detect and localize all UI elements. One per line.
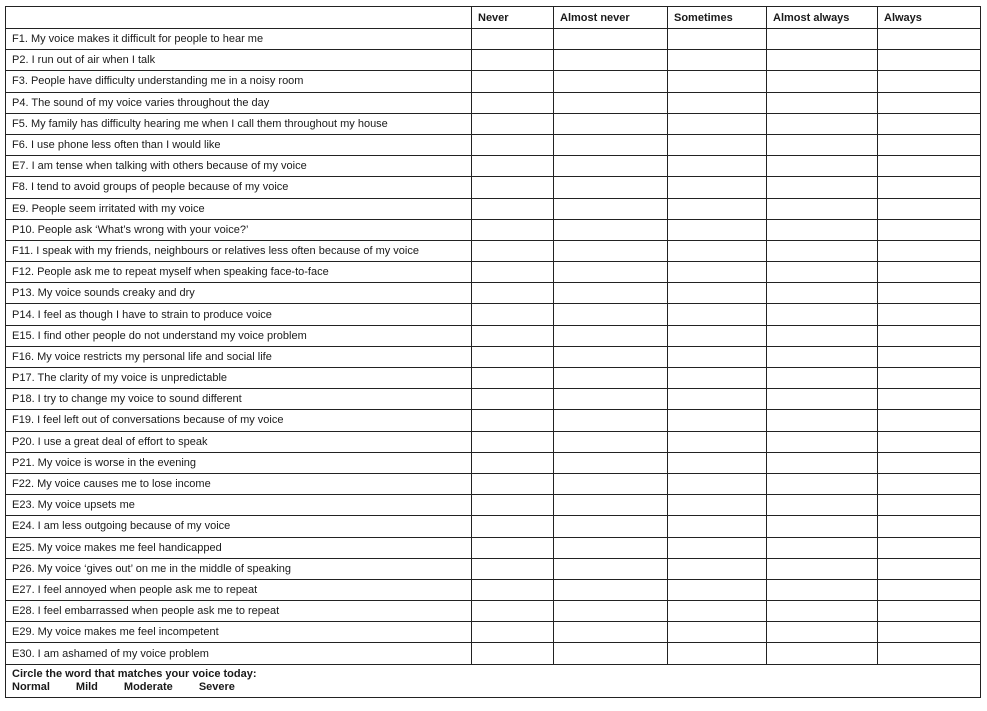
response-cell-almost-never[interactable] xyxy=(554,495,668,516)
response-cell-always[interactable] xyxy=(878,431,981,452)
response-cell-sometimes[interactable] xyxy=(668,452,767,473)
response-cell-never[interactable] xyxy=(472,579,554,600)
item-text: F19. I feel left out of conversations because of my voice xyxy=(6,410,472,431)
response-cell-never[interactable] xyxy=(472,92,554,113)
severity-prompt: Circle the word that matches your voice today: xyxy=(12,667,257,680)
response-cell-almost-always[interactable] xyxy=(767,283,878,304)
response-cell-never[interactable] xyxy=(472,495,554,516)
response-cell-never[interactable] xyxy=(472,368,554,389)
item-text: P18. I try to change my voice to sound different xyxy=(6,389,472,410)
response-cell-always[interactable] xyxy=(878,368,981,389)
response-cell-almost-never[interactable] xyxy=(554,389,668,410)
response-cell-almost-always[interactable] xyxy=(767,50,878,71)
item-text: E9. People seem irritated with my voice xyxy=(6,198,472,219)
response-cell-almost-always[interactable] xyxy=(767,537,878,558)
item-text: P21. My voice is worse in the evening xyxy=(6,452,472,473)
response-cell-sometimes[interactable] xyxy=(668,325,767,346)
table-row xyxy=(6,452,981,473)
response-cell-never[interactable] xyxy=(472,50,554,71)
table-row xyxy=(6,558,981,579)
response-cell-sometimes[interactable] xyxy=(668,410,767,431)
response-cell-sometimes[interactable] xyxy=(668,622,767,643)
response-cell-never[interactable] xyxy=(472,283,554,304)
table-row xyxy=(6,643,981,664)
response-cell-almost-always[interactable] xyxy=(767,558,878,579)
response-cell-never[interactable] xyxy=(472,643,554,664)
response-cell-sometimes[interactable] xyxy=(668,219,767,240)
response-cell-almost-always[interactable] xyxy=(767,92,878,113)
response-cell-never[interactable] xyxy=(472,537,554,558)
response-cell-almost-never[interactable] xyxy=(554,516,668,537)
response-cell-never[interactable] xyxy=(472,389,554,410)
table-row xyxy=(6,262,981,283)
response-cell-almost-never[interactable] xyxy=(554,622,668,643)
response-cell-sometimes[interactable] xyxy=(668,473,767,494)
table-row xyxy=(6,325,981,346)
response-cell-almost-never[interactable] xyxy=(554,177,668,198)
response-cell-almost-never[interactable] xyxy=(554,579,668,600)
response-cell-sometimes[interactable] xyxy=(668,579,767,600)
severity-normal[interactable]: Normal xyxy=(12,680,50,693)
response-cell-almost-always[interactable] xyxy=(767,240,878,261)
response-cell-almost-never[interactable] xyxy=(554,452,668,473)
item-text: F12. People ask me to repeat myself when speaking face-to-face xyxy=(6,262,472,283)
response-cell-sometimes[interactable] xyxy=(668,368,767,389)
response-cell-almost-never[interactable] xyxy=(554,325,668,346)
response-cell-sometimes[interactable] xyxy=(668,262,767,283)
response-cell-almost-always[interactable] xyxy=(767,601,878,622)
response-cell-almost-always[interactable] xyxy=(767,473,878,494)
response-cell-sometimes[interactable] xyxy=(668,346,767,367)
response-cell-never[interactable] xyxy=(472,29,554,50)
response-cell-almost-never[interactable] xyxy=(554,92,668,113)
response-cell-sometimes[interactable] xyxy=(668,558,767,579)
response-cell-always[interactable] xyxy=(878,240,981,261)
response-cell-sometimes[interactable] xyxy=(668,283,767,304)
table-row xyxy=(6,537,981,558)
response-cell-almost-never[interactable] xyxy=(554,601,668,622)
item-text: E30. I am ashamed of my voice problem xyxy=(6,643,472,664)
item-text: P14. I feel as though I have to strain to produce voice xyxy=(6,304,472,325)
item-text: P17. The clarity of my voice is unpredictable xyxy=(6,368,472,389)
response-cell-almost-never[interactable] xyxy=(554,134,668,155)
item-text: E25. My voice makes me feel handicapped xyxy=(6,537,472,558)
table-row xyxy=(6,516,981,537)
response-cell-sometimes[interactable] xyxy=(668,537,767,558)
response-cell-almost-always[interactable] xyxy=(767,495,878,516)
response-cell-always[interactable] xyxy=(878,516,981,537)
response-cell-almost-never[interactable] xyxy=(554,240,668,261)
response-cell-sometimes[interactable] xyxy=(668,177,767,198)
response-cell-almost-never[interactable] xyxy=(554,304,668,325)
response-cell-always[interactable] xyxy=(878,156,981,177)
response-cell-always[interactable] xyxy=(878,473,981,494)
response-cell-almost-never[interactable] xyxy=(554,113,668,134)
response-cell-always[interactable] xyxy=(878,346,981,367)
response-cell-never[interactable] xyxy=(472,473,554,494)
response-cell-almost-always[interactable] xyxy=(767,71,878,92)
response-cell-almost-always[interactable] xyxy=(767,431,878,452)
severity-options xyxy=(12,681,974,694)
response-cell-always[interactable] xyxy=(878,579,981,600)
response-cell-almost-never[interactable] xyxy=(554,71,668,92)
item-text: F8. I tend to avoid groups of people because of my voice xyxy=(6,177,472,198)
response-cell-almost-never[interactable] xyxy=(554,219,668,240)
table-row xyxy=(6,495,981,516)
response-cell-sometimes[interactable] xyxy=(668,29,767,50)
response-cell-always[interactable] xyxy=(878,262,981,283)
response-cell-almost-never[interactable] xyxy=(554,431,668,452)
table-row xyxy=(6,92,981,113)
response-cell-never[interactable] xyxy=(472,304,554,325)
response-cell-always[interactable] xyxy=(878,219,981,240)
response-cell-always[interactable] xyxy=(878,558,981,579)
voice-handicap-questionnaire xyxy=(5,6,981,698)
item-text: E15. I find other people do not understand my voice problem xyxy=(6,325,472,346)
response-cell-never[interactable] xyxy=(472,262,554,283)
response-cell-always[interactable] xyxy=(878,283,981,304)
severity-row xyxy=(6,664,981,697)
response-cell-almost-always[interactable] xyxy=(767,29,878,50)
response-cell-always[interactable] xyxy=(878,495,981,516)
response-cell-almost-never[interactable] xyxy=(554,558,668,579)
response-cell-almost-always[interactable] xyxy=(767,389,878,410)
response-cell-almost-never[interactable] xyxy=(554,410,668,431)
item-text: P13. My voice sounds creaky and dry xyxy=(6,283,472,304)
response-cell-almost-never[interactable] xyxy=(554,473,668,494)
item-text: E28. I feel embarrassed when people ask me to repeat xyxy=(6,601,472,622)
response-cell-always[interactable] xyxy=(878,601,981,622)
response-cell-almost-always[interactable] xyxy=(767,643,878,664)
response-cell-sometimes[interactable] xyxy=(668,240,767,261)
response-cell-always[interactable] xyxy=(878,50,981,71)
header-sometimes: Sometimes xyxy=(668,7,767,29)
response-cell-never[interactable] xyxy=(472,452,554,473)
response-cell-sometimes[interactable] xyxy=(668,50,767,71)
response-cell-almost-never[interactable] xyxy=(554,283,668,304)
item-text: E23. My voice upsets me xyxy=(6,495,472,516)
item-text: E27. I feel annoyed when people ask me to repeat xyxy=(6,579,472,600)
response-cell-never[interactable] xyxy=(472,601,554,622)
table-row xyxy=(6,71,981,92)
response-cell-always[interactable] xyxy=(878,304,981,325)
table-row xyxy=(6,368,981,389)
item-text: P10. People ask ‘What’s wrong with your voice?’ xyxy=(6,219,472,240)
response-cell-almost-never[interactable] xyxy=(554,262,668,283)
response-cell-never[interactable] xyxy=(472,622,554,643)
response-cell-sometimes[interactable] xyxy=(668,134,767,155)
response-cell-always[interactable] xyxy=(878,29,981,50)
table-row xyxy=(6,219,981,240)
table-row xyxy=(6,622,981,643)
response-cell-always[interactable] xyxy=(878,537,981,558)
header-always: Always xyxy=(878,7,981,29)
item-text: F5. My family has difficulty hearing me when I call them throughout my house xyxy=(6,113,472,134)
response-cell-almost-never[interactable] xyxy=(554,198,668,219)
response-cell-almost-always[interactable] xyxy=(767,368,878,389)
item-text: F16. My voice restricts my personal life and social life xyxy=(6,346,472,367)
response-cell-never[interactable] xyxy=(472,71,554,92)
response-cell-never[interactable] xyxy=(472,156,554,177)
table-row xyxy=(6,579,981,600)
response-cell-always[interactable] xyxy=(878,643,981,664)
response-cell-always[interactable] xyxy=(878,452,981,473)
response-cell-almost-never[interactable] xyxy=(554,50,668,71)
response-cell-sometimes[interactable] xyxy=(668,92,767,113)
table-row xyxy=(6,473,981,494)
response-cell-almost-always[interactable] xyxy=(767,198,878,219)
response-cell-almost-always[interactable] xyxy=(767,516,878,537)
table-row xyxy=(6,50,981,71)
response-cell-sometimes[interactable] xyxy=(668,71,767,92)
response-cell-always[interactable] xyxy=(878,325,981,346)
response-cell-almost-always[interactable] xyxy=(767,113,878,134)
item-text: F22. My voice causes me to lose income xyxy=(6,473,472,494)
response-cell-sometimes[interactable] xyxy=(668,431,767,452)
response-cell-always[interactable] xyxy=(878,622,981,643)
severity-moderate[interactable]: Moderate xyxy=(123,680,173,693)
table-row xyxy=(6,410,981,431)
header-item xyxy=(6,7,472,29)
item-text: F3. People have difficulty understanding me in a noisy room xyxy=(6,71,472,92)
severity-cell xyxy=(6,664,981,697)
response-cell-almost-never[interactable] xyxy=(554,537,668,558)
table-row xyxy=(6,346,981,367)
table-row xyxy=(6,283,981,304)
table-row xyxy=(6,113,981,134)
response-cell-sometimes[interactable] xyxy=(668,643,767,664)
table-row xyxy=(6,134,981,155)
response-cell-always[interactable] xyxy=(878,410,981,431)
response-cell-sometimes[interactable] xyxy=(668,304,767,325)
response-cell-almost-always[interactable] xyxy=(767,410,878,431)
response-cell-almost-always[interactable] xyxy=(767,452,878,473)
severity-severe[interactable]: Severe xyxy=(198,680,235,693)
response-cell-always[interactable] xyxy=(878,113,981,134)
item-text: P2. I run out of air when I talk xyxy=(6,50,472,71)
header-almost-always: Almost always xyxy=(767,7,878,29)
item-text: P20. I use a great deal of effort to speak xyxy=(6,431,472,452)
response-cell-sometimes[interactable] xyxy=(668,389,767,410)
response-cell-sometimes[interactable] xyxy=(668,495,767,516)
response-cell-always[interactable] xyxy=(878,389,981,410)
response-cell-never[interactable] xyxy=(472,516,554,537)
header-never: Never xyxy=(472,7,554,29)
table-row xyxy=(6,601,981,622)
response-cell-almost-never[interactable] xyxy=(554,156,668,177)
response-cell-almost-always[interactable] xyxy=(767,262,878,283)
response-cell-sometimes[interactable] xyxy=(668,156,767,177)
table-row xyxy=(6,156,981,177)
severity-mild[interactable]: Mild xyxy=(75,680,98,693)
header-almost-never: Almost never xyxy=(554,7,668,29)
response-cell-never[interactable] xyxy=(472,113,554,134)
response-cell-never[interactable] xyxy=(472,410,554,431)
response-cell-almost-always[interactable] xyxy=(767,304,878,325)
response-cell-almost-never[interactable] xyxy=(554,346,668,367)
header-row xyxy=(6,7,981,29)
table-row xyxy=(6,389,981,410)
response-cell-never[interactable] xyxy=(472,219,554,240)
response-cell-almost-always[interactable] xyxy=(767,346,878,367)
response-cell-almost-always[interactable] xyxy=(767,622,878,643)
response-cell-sometimes[interactable] xyxy=(668,516,767,537)
response-cell-never[interactable] xyxy=(472,240,554,261)
response-cell-never[interactable] xyxy=(472,198,554,219)
response-cell-always[interactable] xyxy=(878,177,981,198)
item-text: P4. The sound of my voice varies throughout the day xyxy=(6,92,472,113)
response-cell-never[interactable] xyxy=(472,431,554,452)
response-cell-almost-always[interactable] xyxy=(767,156,878,177)
response-cell-almost-always[interactable] xyxy=(767,325,878,346)
response-cell-always[interactable] xyxy=(878,198,981,219)
response-cell-always[interactable] xyxy=(878,92,981,113)
response-cell-sometimes[interactable] xyxy=(668,113,767,134)
response-cell-never[interactable] xyxy=(472,134,554,155)
response-cell-sometimes[interactable] xyxy=(668,198,767,219)
item-text: P26. My voice ‘gives out’ on me in the middle of speaking xyxy=(6,558,472,579)
response-cell-almost-never[interactable] xyxy=(554,29,668,50)
response-cell-never[interactable] xyxy=(472,558,554,579)
item-text: F1. My voice makes it difficult for people to hear me xyxy=(6,29,472,50)
table-row xyxy=(6,29,981,50)
item-text: E7. I am tense when talking with others because of my voice xyxy=(6,156,472,177)
response-cell-never[interactable] xyxy=(472,177,554,198)
response-cell-sometimes[interactable] xyxy=(668,601,767,622)
item-text: F11. I speak with my friends, neighbours or relatives less often because of my voice xyxy=(6,240,472,261)
response-cell-almost-never[interactable] xyxy=(554,368,668,389)
table-row xyxy=(6,240,981,261)
response-cell-almost-always[interactable] xyxy=(767,177,878,198)
response-cell-always[interactable] xyxy=(878,134,981,155)
table-row xyxy=(6,198,981,219)
response-cell-always[interactable] xyxy=(878,71,981,92)
response-cell-never[interactable] xyxy=(472,325,554,346)
item-text: E29. My voice makes me feel incompetent xyxy=(6,622,472,643)
table-row xyxy=(6,431,981,452)
item-text: E24. I am less outgoing because of my voice xyxy=(6,516,472,537)
response-cell-almost-never[interactable] xyxy=(554,643,668,664)
response-cell-almost-always[interactable] xyxy=(767,219,878,240)
response-cell-almost-always[interactable] xyxy=(767,134,878,155)
table-row xyxy=(6,304,981,325)
item-text: F6. I use phone less often than I would like xyxy=(6,134,472,155)
response-cell-never[interactable] xyxy=(472,346,554,367)
response-cell-almost-always[interactable] xyxy=(767,579,878,600)
table-row xyxy=(6,177,981,198)
